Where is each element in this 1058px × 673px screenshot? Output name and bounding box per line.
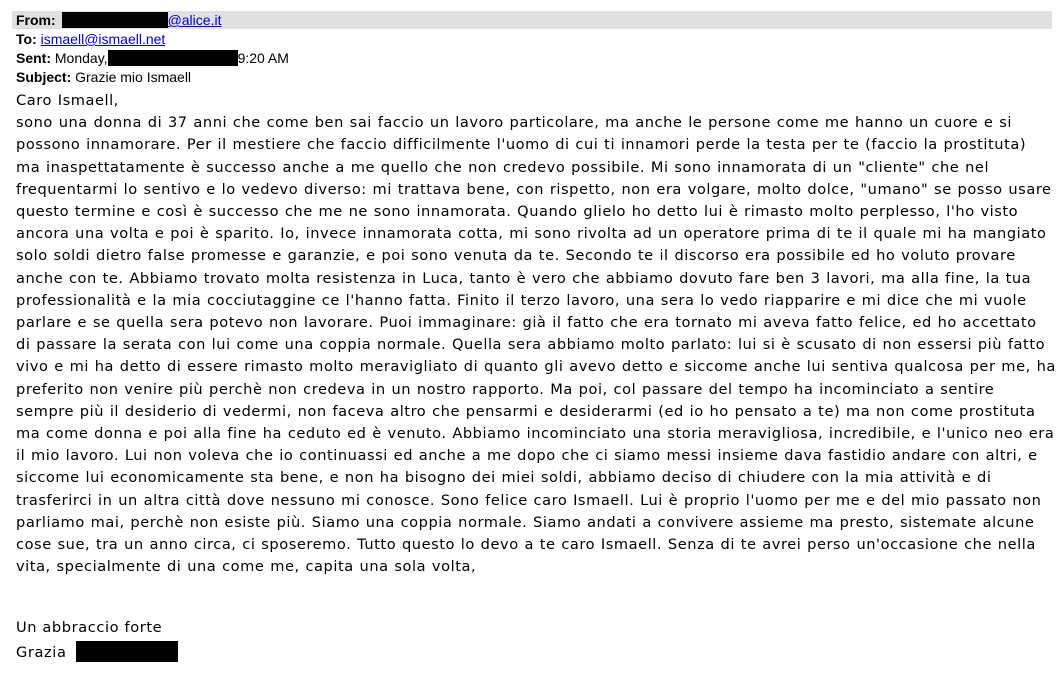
- redacted-sender-name: [62, 12, 168, 28]
- redacted-surname: [76, 641, 178, 662]
- subject-row: [16, 68, 191, 86]
- subject-text: Grazie mio Ismaell: [75, 69, 192, 85]
- message-body: [16, 90, 1056, 578]
- sent-label: Sent:: [16, 50, 51, 66]
- sent-row: [16, 49, 289, 67]
- sent-day: Monday,: [54, 50, 108, 66]
- from-label: From:: [16, 12, 56, 28]
- from-row: [16, 11, 221, 29]
- subject-label: Subject:: [16, 69, 72, 85]
- redacted-sent-date: [108, 50, 238, 66]
- to-row: [16, 30, 165, 48]
- signature-name: Grazia: [16, 644, 67, 661]
- sent-time: 9:20 AM: [237, 50, 289, 66]
- from-address-domain[interactable]: @alice.it: [167, 12, 222, 28]
- to-label: To:: [16, 31, 37, 47]
- to-address-link[interactable]: ismaell@ismaell.net: [40, 31, 166, 47]
- greeting: Caro Ismaell,: [16, 92, 119, 109]
- closing-line: Un abbraccio forte: [16, 619, 163, 636]
- message-paragraph: sono una donna di 37 anni che come ben sai faccio un lavoro particolare, ma anche le persone come me hanno un cuore e si possono innamorare. Per il mestiere che faccio difficilmente l'uomo di cui ti innamori perde la testa per te (faccio la prostituta) ma inaspettatamente è successo anche a me quello che non credevo possibile. Mi sono innamorata di un "cliente" che nel frequentarmi lo sentivo e lo vedevo diverso: mi trattava bene, con rispetto, non era volgare, molto dolce, "umano" se posso usare questo termine e così è successo che me ne sono innamorata. Quando glielo ho detto lui è rimasto molto perplesso, l'ho visto ancora una volta e poi è sparito. Io, invece innamorata cotta, mi sono rivolta ad un operatore prima di te il quale mi ha mangiato solo soldi dietro false promesse e garanzie, e poi sono venuta da te. Secondo te il discorso era possibile ed ho voluto provare anche con te. Abbiamo trovato molta resistenza in Luca, tanto è vero che abbiamo dovuto fare ben 3 lavori, ma alla fine, la tua professionalità e la mia cocciutaggine ce l'hanno fatta. Finito il terzo lavoro, una sera lo vedo riapparire e mi dice che mi vuole parlare e se quella sera potevo non lavorare. Puoi immaginare: già il fatto che era tornato mi aveva fatto felice, ed ho accettato di passare la serata con lui come una coppia normale. Quella sera abbiamo molto parlato: lui si è scusato di non essersi più fatto vivo e mi ha detto di essere rimasto molto meravigliato di quanto gli avevo detto e siccome anche lui sentiva qualcosa per me, ha preferito non venire più perchè non credeva in un nostro rapporto. Ma poi, col passare del tempo ha incominciato a sentire sempre più il desiderio di vedermi, non faceva altro che pensarmi e desiderarmi (ed io ho pensato a te) ma non come prostituta ma come donna e poi alla fine ha ceduto ed è venuto. Abbiamo incominciato una storia meravigliosa, incredibile, e l'unico neo era il mio lavoro. Lui non voleva che io continuassi ed anche a me dopo che ci siamo messi insieme dava fastidio andare con altri, e siccome lui economicamente sta bene, e non ha bisogno dei miei soldi, abbiamo deciso di chiudere con la mia attività e di trasferirci in un altra città dove nessuno mi conosce. Sono felice caro Ismaell. Lui è proprio l'uomo per me e del mio passato non parliamo mai, perchè non esiste più. Siamo una coppia normale. Siamo andati a convivere assieme ma presto, sistemate alcune cose sue, tra un anno circa, ci sposeremo. Tutto questo lo devo a te caro Ismaell. Senza di te avrei perso un'occasione che nella vita, specialmente di una come me, capita una sola volta,: [16, 114, 1056, 576]
- signature-line: [16, 641, 178, 664]
